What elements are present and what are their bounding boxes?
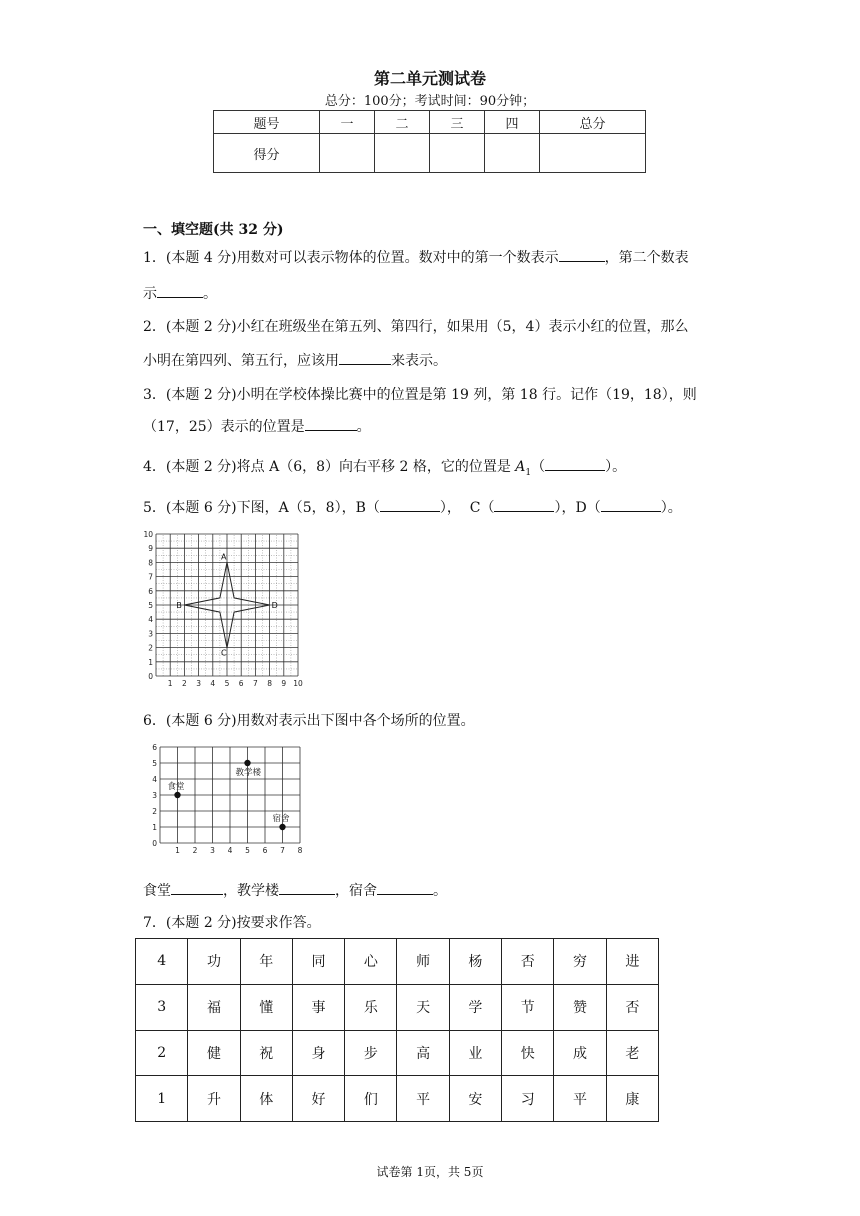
character-cell: 平 [397, 1076, 449, 1122]
place-label: 食堂 [167, 782, 185, 792]
q5-text: 5．(本题 6 分)下图，A（5，8），B（ [143, 500, 380, 516]
y-tick-label: 0 [148, 672, 153, 681]
character-cell: 业 [449, 1030, 501, 1076]
x-tick-label: 2 [182, 679, 187, 688]
question-2-line-1: 2．(本题 2 分)小红在班级坐在第五列、第四行，如果用（5，4）表示小红的位置，那么 [143, 319, 689, 335]
character-cell: 功 [188, 939, 240, 985]
y-tick-label: 0 [152, 839, 157, 848]
x-tick-label: 5 [245, 846, 250, 855]
score-header-cell: 题号 [214, 111, 320, 134]
score-cell[interactable] [374, 134, 429, 173]
character-cell: 好 [292, 1076, 344, 1122]
question-6-answers [143, 880, 447, 900]
character-cell: 习 [502, 1076, 554, 1122]
y-tick-label: 9 [148, 544, 153, 554]
x-tick-label: 3 [196, 679, 201, 688]
x-tick-label: 6 [238, 679, 244, 688]
row-number-cell: 3 [136, 984, 188, 1030]
place-point [279, 824, 285, 830]
q3-text: 。 [356, 419, 371, 435]
character-cell: 福 [188, 984, 240, 1030]
place-point [244, 760, 250, 766]
coordinate-grid-star-chart [138, 527, 310, 692]
q5-blank-d[interactable] [601, 497, 661, 512]
y-tick-label: 2 [152, 807, 157, 816]
x-tick-label: 3 [210, 846, 215, 855]
character-cell: 安 [449, 1076, 501, 1122]
coordinate-grid-places-chart [138, 742, 308, 860]
y-tick-label: 6 [152, 743, 157, 752]
q3-blank[interactable] [305, 416, 357, 431]
character-cell: 事 [292, 984, 344, 1030]
place-label: 宿舍 [272, 814, 290, 824]
character-cell: 祝 [240, 1030, 292, 1076]
x-tick-label: 4 [227, 846, 233, 855]
score-header-cell: 一 [320, 111, 375, 134]
character-table-row [136, 1030, 659, 1076]
question-7: 7．(本题 2 分)按要求作答。 [143, 915, 321, 931]
character-cell: 天 [397, 984, 449, 1030]
q1-text: 。 [203, 286, 217, 302]
y-tick-label: 6 [148, 586, 153, 596]
x-tick-label: 2 [192, 846, 198, 855]
q3-text: （17，25）表示的位置是 [143, 419, 305, 435]
point-label: B [176, 601, 182, 610]
x-tick-label: 4 [210, 679, 216, 688]
section-heading: 一、填空题(共 32 分) [143, 222, 284, 238]
character-cell: 进 [606, 939, 658, 985]
score-cell[interactable] [484, 134, 539, 173]
y-tick-label: 8 [148, 558, 153, 568]
q1-text: 示 [143, 286, 157, 302]
character-cell: 穷 [554, 939, 606, 985]
y-tick-label: 4 [152, 775, 157, 784]
character-cell: 年 [240, 939, 292, 985]
row-number-cell: 2 [136, 1030, 188, 1076]
question-1-line-1 [143, 247, 689, 267]
character-table-row [136, 1076, 659, 1122]
y-tick-label: 5 [148, 601, 153, 610]
q6-blank-teaching[interactable] [279, 880, 335, 895]
character-cell: 健 [188, 1030, 240, 1076]
q5-text: C（ [469, 500, 495, 516]
place-point [174, 792, 180, 798]
score-header-cell: 三 [429, 111, 484, 134]
character-cell: 否 [502, 939, 554, 985]
score-table-header-row [214, 111, 646, 134]
character-cell: 身 [292, 1030, 344, 1076]
score-cell[interactable] [320, 134, 375, 173]
character-cell: 心 [345, 939, 397, 985]
character-cell: 快 [502, 1030, 554, 1076]
score-header-cell: 四 [484, 111, 539, 134]
q4-text: （ [531, 459, 546, 475]
score-table-score-row [214, 134, 646, 173]
page-title: 第二单元测试卷 [373, 69, 486, 88]
question-6: 6．(本题 6 分)用数对表示出下图中各个场所的位置。 [143, 713, 475, 729]
q5-text: ），D（ [554, 500, 601, 516]
question-2-line-2 [143, 350, 447, 370]
y-tick-label: 7 [148, 572, 153, 582]
row-number-cell: 4 [136, 939, 188, 985]
q2-blank[interactable] [339, 350, 391, 365]
question-3-line-2 [143, 416, 371, 436]
place-label: 教学楼 [235, 768, 262, 778]
character-cell: 节 [502, 984, 554, 1030]
q5-text: ）， [439, 500, 461, 516]
q4-blank[interactable] [545, 456, 605, 471]
character-cell: 升 [188, 1076, 240, 1122]
q4-point-label: A [515, 459, 526, 475]
y-tick-label: 3 [148, 629, 153, 639]
character-cell: 同 [292, 939, 344, 985]
exam-info: 总分：100分；考试时间：90分钟； [324, 94, 536, 109]
score-header-cell: 二 [374, 111, 429, 134]
question-5 [143, 497, 682, 517]
q5-blank-c[interactable] [494, 497, 554, 512]
q6-label-canteen: 食堂 [143, 883, 171, 899]
character-cell: 懂 [240, 984, 292, 1030]
character-cell: 高 [397, 1030, 449, 1076]
q2-text: 小明在第四列、第五行，应该用 [143, 353, 339, 369]
character-grid-table [135, 938, 659, 1122]
x-tick-label: 1 [175, 846, 180, 855]
x-tick-label: 7 [280, 846, 285, 855]
y-tick-label: 4 [148, 615, 153, 625]
x-tick-label: 6 [262, 846, 268, 855]
x-tick-label: 8 [267, 679, 272, 688]
q4-point-subscript: 1 [525, 467, 532, 478]
character-cell: 乐 [345, 984, 397, 1030]
character-cell: 体 [240, 1076, 292, 1122]
score-row-label: 得分 [214, 134, 320, 173]
character-cell: 学 [449, 984, 501, 1030]
x-tick-label: 7 [253, 679, 258, 688]
q1-blank-2[interactable] [157, 283, 203, 298]
q6-text: 。 [433, 883, 447, 899]
x-tick-label: 9 [281, 679, 287, 688]
x-tick-label: 8 [297, 846, 303, 855]
y-tick-label: 1 [152, 823, 157, 832]
character-cell: 们 [345, 1076, 397, 1122]
grid-lines [160, 747, 300, 843]
score-cell[interactable] [539, 134, 645, 173]
page-footer: 试卷第 1页，共 5页 [376, 1165, 484, 1179]
point-label: C [221, 648, 227, 658]
character-cell: 赞 [554, 984, 606, 1030]
y-tick-label: 5 [152, 759, 157, 768]
character-cell: 步 [345, 1030, 397, 1076]
q1-blank-1[interactable] [559, 247, 605, 262]
x-tick-label: 5 [224, 679, 230, 688]
y-tick-label: 2 [148, 643, 153, 653]
character-cell: 老 [606, 1030, 658, 1076]
character-cell: 杨 [449, 939, 501, 985]
character-cell: 康 [606, 1076, 658, 1122]
y-tick-label: 1 [148, 657, 153, 667]
y-tick-label: 3 [152, 791, 157, 800]
character-cell: 成 [554, 1030, 606, 1076]
q1-text: ，第二个数表 [604, 250, 689, 266]
character-cell: 平 [554, 1076, 606, 1122]
character-table-row [136, 939, 659, 985]
y-tick-label: 10 [143, 530, 153, 539]
score-table [213, 110, 646, 173]
q5-blank-b[interactable] [380, 497, 440, 512]
x-tick-label: 1 [167, 679, 173, 688]
q6-blank-dorm[interactable] [377, 880, 433, 895]
character-cell: 否 [606, 984, 658, 1030]
q2-text: 来表示。 [391, 353, 447, 369]
question-1-line-2 [143, 283, 217, 303]
question-4 [143, 456, 626, 478]
q4-text: ）。 [605, 459, 627, 475]
score-cell[interactable] [429, 134, 484, 173]
question-3-line-1: 3．(本题 2 分)小明在学校体操比赛中的位置是第 19 列，第 18 行。记作（19，18），则 [143, 387, 697, 403]
q1-text: 1．(本题 4 分)用数对可以表示物体的位置。数对中的第一个数表示 [143, 250, 559, 266]
q6-blank-canteen[interactable] [171, 880, 223, 895]
character-table-row [136, 984, 659, 1030]
character-cell: 师 [397, 939, 449, 985]
point-label: A [221, 552, 227, 562]
row-number-cell: 1 [136, 1076, 188, 1122]
q6-label-dorm: ，宿舍 [335, 883, 377, 899]
score-header-cell: 总分 [539, 111, 645, 134]
q5-text: ）。 [660, 500, 682, 516]
x-tick-label: 10 [293, 679, 303, 688]
point-label: D [271, 601, 278, 610]
q4-text: 4．(本题 2 分)将点 A（6，8）向右平移 2 格，它的位置是 [143, 459, 511, 475]
q6-label-teaching: ，教学楼 [223, 883, 279, 899]
